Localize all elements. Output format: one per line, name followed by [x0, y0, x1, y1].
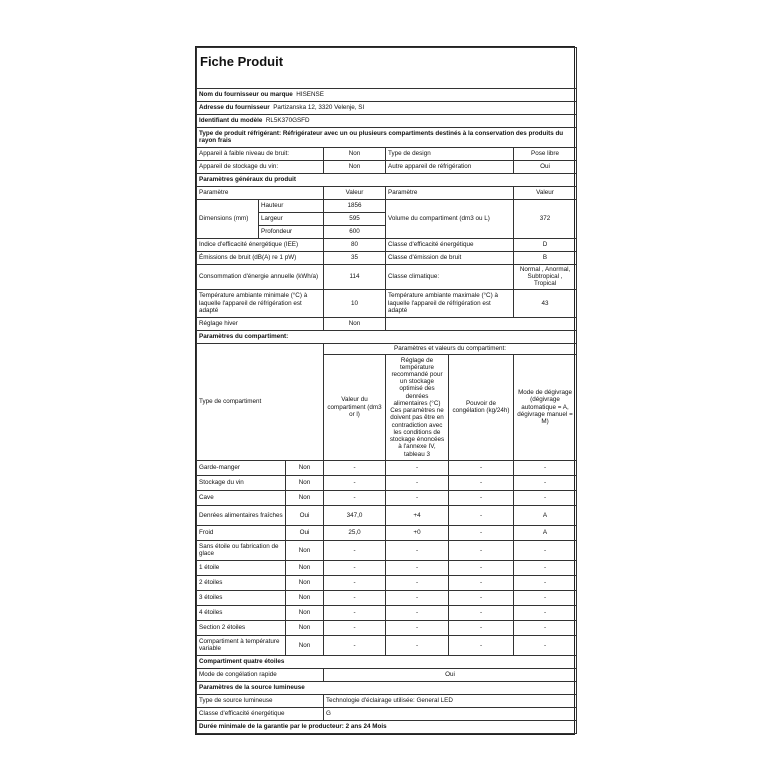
- other-appliance-value: Oui: [514, 160, 577, 173]
- eei-value: 80: [324, 238, 386, 251]
- compartment-freezing: -: [449, 605, 514, 620]
- compartment-freezing: -: [449, 575, 514, 590]
- compartment-defrost: -: [514, 620, 577, 635]
- height-value: 1856: [324, 199, 386, 212]
- compartment-present: Non: [286, 475, 324, 490]
- product-type-row: [197, 127, 577, 147]
- compartment-header-volume: Valeur du compartiment (dm3 or l): [324, 354, 386, 460]
- compartment-temp: -: [386, 575, 449, 590]
- compartment-temp: +0: [386, 525, 449, 540]
- compartment-name: Froid: [197, 525, 286, 540]
- compartment-volume: -: [324, 560, 386, 575]
- energy-class-value: D: [514, 238, 577, 251]
- light-class-value: G: [324, 707, 577, 720]
- compartment-volume: -: [324, 475, 386, 490]
- wine-value: Non: [324, 160, 386, 173]
- annual-consumption-label: Consommation d'énergie annuelle (kWh/a): [197, 264, 324, 289]
- compartment-freezing: -: [449, 460, 514, 475]
- page-title: Fiche Produit: [197, 48, 577, 89]
- compartment-freezing: -: [449, 505, 514, 525]
- model-value: RL5K370GSFD: [265, 117, 310, 125]
- compartment-header-defrost: Mode de dégivrage (dégivrage automatique = A, dégivrage manuel = M): [514, 354, 577, 460]
- volume-label: Volume du compartiment (dm3 ou L): [386, 199, 514, 238]
- max-temp-value: 43: [514, 289, 577, 317]
- compartment-volume: 347,0: [324, 505, 386, 525]
- compartment-volume: -: [324, 575, 386, 590]
- compartment-temp: -: [386, 490, 449, 505]
- winter-empty: [386, 317, 577, 330]
- compartment-name: Cave: [197, 490, 286, 505]
- four-star-section-title: Compartiment quatre étoiles: [197, 655, 577, 668]
- low-noise-label: Appareil à faible niveau de bruit:: [197, 147, 324, 160]
- compartment-freezing: -: [449, 620, 514, 635]
- volume-value: 372: [514, 199, 577, 238]
- product-type-value: Réfrigérateur avec un ou plusieurs compartiments destinés à la conservation des produits du rayon frais: [199, 130, 564, 145]
- design-type-label: Type de design: [386, 147, 514, 160]
- fast-freeze-value: Oui: [324, 668, 577, 681]
- product-sheet: [195, 46, 575, 735]
- compartment-row: [197, 605, 577, 620]
- supplier-name-row: [197, 88, 577, 101]
- compartment-present: Oui: [286, 505, 324, 525]
- compartment-temp: -: [386, 635, 449, 655]
- compartment-row: [197, 460, 577, 475]
- min-temp-label: Température ambiante minimale (°C) à laquelle l'appareil de réfrigération est adapté: [197, 289, 324, 317]
- depth-label: Profondeur: [259, 225, 324, 238]
- compartment-temp: -: [386, 540, 449, 560]
- general-header-param: Paramètre: [197, 186, 324, 199]
- compartment-header-type: Type de compartiment: [197, 343, 324, 460]
- compartment-name: Garde-manger: [197, 460, 286, 475]
- compartment-present: Non: [286, 605, 324, 620]
- energy-class-label: Classe d'efficacité énergétique: [386, 238, 514, 251]
- model-label: Identifiant du modèle: [199, 117, 263, 125]
- warranty-row: Durée minimale de la garantie par le producteur: 2 ans 24 Mois: [197, 720, 577, 733]
- compartment-present: Non: [286, 490, 324, 505]
- compartment-header-setting: Réglage de température recommandé pour un stockage optimisé des denrées alimentaires (°C) Ces paramètres ne doivent pas être en contradiction avec les conditions de stockage énoncées à l'annexe IV, tableau 3: [386, 354, 449, 460]
- supplier-name-value: HISENSE: [296, 91, 324, 99]
- compartment-row: [197, 590, 577, 605]
- compartment-defrost: -: [514, 575, 577, 590]
- supplier-address-row: [197, 101, 577, 114]
- compartment-header-group: Paramètres et valeurs du compartiment:: [324, 343, 577, 354]
- noise-emission-value: 35: [324, 251, 386, 264]
- compartment-row: [197, 505, 577, 525]
- design-type-value: Pose libre: [514, 147, 577, 160]
- compartment-header-freezing: Pouvoir de congélation (kg/24h): [449, 354, 514, 460]
- compartment-defrost: -: [514, 540, 577, 560]
- annual-consumption-value: 114: [324, 264, 386, 289]
- width-value: 595: [324, 212, 386, 225]
- compartment-volume: 25,0: [324, 525, 386, 540]
- model-row: [197, 114, 577, 127]
- compartment-defrost: -: [514, 560, 577, 575]
- product-table: [196, 47, 577, 734]
- compartment-row: [197, 620, 577, 635]
- compartment-temp: -: [386, 475, 449, 490]
- winter-value: Non: [324, 317, 386, 330]
- compartment-present: Oui: [286, 525, 324, 540]
- compartment-name: 4 étoiles: [197, 605, 286, 620]
- compartment-row: [197, 540, 577, 560]
- compartment-defrost: -: [514, 590, 577, 605]
- compartment-row: [197, 635, 577, 655]
- compartment-temp: -: [386, 460, 449, 475]
- winter-label: Réglage hiver: [197, 317, 324, 330]
- compartment-present: Non: [286, 540, 324, 560]
- noise-class-label: Classe d'émission de bruit: [386, 251, 514, 264]
- wine-label: Appareil de stockage du vin:: [197, 160, 324, 173]
- compartment-name: Compartiment à température variable: [197, 635, 286, 655]
- compartment-name: Section 2 étoiles: [197, 620, 286, 635]
- compartment-rows: [197, 460, 577, 655]
- compartment-freezing: -: [449, 560, 514, 575]
- noise-class-value: B: [514, 251, 577, 264]
- compartment-freezing: -: [449, 590, 514, 605]
- compartment-temp: -: [386, 605, 449, 620]
- height-label: Hauteur: [259, 199, 324, 212]
- compartment-row: [197, 575, 577, 590]
- compartment-temp: -: [386, 560, 449, 575]
- compartment-volume: -: [324, 590, 386, 605]
- compartment-temp: -: [386, 590, 449, 605]
- compartment-row: [197, 475, 577, 490]
- compartment-temp: +4: [386, 505, 449, 525]
- compartment-name: 2 étoiles: [197, 575, 286, 590]
- compartment-present: Non: [286, 460, 324, 475]
- compartment-name: 3 étoiles: [197, 590, 286, 605]
- compartment-freezing: -: [449, 490, 514, 505]
- compartment-row: [197, 490, 577, 505]
- compartment-row: [197, 525, 577, 540]
- compartment-name: 1 étoile: [197, 560, 286, 575]
- compartment-freezing: -: [449, 635, 514, 655]
- compartment-defrost: -: [514, 490, 577, 505]
- compartment-defrost: -: [514, 475, 577, 490]
- climate-class-value: Normal , Anormal, Subtropical , Tropical: [514, 264, 577, 289]
- min-temp-value: 10: [324, 289, 386, 317]
- compartment-present: Non: [286, 590, 324, 605]
- compartment-defrost: -: [514, 605, 577, 620]
- compartment-volume: -: [324, 620, 386, 635]
- compartment-name: Stockage du vin: [197, 475, 286, 490]
- general-section-title: Paramètres généraux du produit: [197, 173, 577, 186]
- compartment-volume: -: [324, 490, 386, 505]
- compartment-present: Non: [286, 635, 324, 655]
- compartment-defrost: -: [514, 635, 577, 655]
- compartment-volume: -: [324, 460, 386, 475]
- general-header-param2: Paramètre: [386, 186, 514, 199]
- compartment-volume: -: [324, 540, 386, 560]
- supplier-address-label: Adresse du fournisseur: [199, 104, 270, 112]
- supplier-name-label: Nom du fournisseur ou marque: [199, 91, 293, 99]
- compartment-row: [197, 560, 577, 575]
- compartment-freezing: -: [449, 525, 514, 540]
- dimensions-label: Dimensions (mm): [197, 199, 259, 238]
- compartment-defrost: -: [514, 460, 577, 475]
- light-section-title: Paramètres de la source lumineuse: [197, 681, 577, 694]
- compartment-defrost: A: [514, 505, 577, 525]
- light-class-label: Classe d'efficacité énergétique: [197, 707, 324, 720]
- compartment-present: Non: [286, 575, 324, 590]
- compartment-name: Denrées alimentaires fraîches: [197, 505, 286, 525]
- light-type-label: Type de source lumineuse: [197, 694, 324, 707]
- low-noise-value: Non: [324, 147, 386, 160]
- product-type-label: Type de produit réfrigérant:: [199, 130, 282, 138]
- width-label: Largeur: [259, 212, 324, 225]
- climate-class-label: Classe climatique:: [386, 264, 514, 289]
- compartment-volume: -: [324, 605, 386, 620]
- fast-freeze-label: Mode de congélation rapide: [197, 668, 324, 681]
- compartment-present: Non: [286, 620, 324, 635]
- max-temp-label: Température ambiante maximale (°C) à laquelle l'appareil de réfrigération est adapté: [386, 289, 514, 317]
- noise-emission-label: Émissions de bruit (dB(A) re 1 pW): [197, 251, 324, 264]
- general-header-value2: Valeur: [514, 186, 577, 199]
- compartment-defrost: A: [514, 525, 577, 540]
- compartment-present: Non: [286, 560, 324, 575]
- eei-label: Indice d'efficacité énergétique (IEE): [197, 238, 324, 251]
- other-appliance-label: Autre appareil de réfrigération: [386, 160, 514, 173]
- compartment-section-title: Paramètres du compartiment:: [197, 330, 577, 343]
- compartment-name: Sans étoile ou fabrication de glace: [197, 540, 286, 560]
- supplier-address-value: Partizanska 12, 3320 Velenje, SI: [273, 104, 365, 112]
- compartment-freezing: -: [449, 540, 514, 560]
- compartment-freezing: -: [449, 475, 514, 490]
- compartment-temp: -: [386, 620, 449, 635]
- compartment-volume: -: [324, 635, 386, 655]
- general-header-value: Valeur: [324, 186, 386, 199]
- light-type-value: Technologie d'éclairage utilisée: General LED: [324, 694, 577, 707]
- depth-value: 600: [324, 225, 386, 238]
